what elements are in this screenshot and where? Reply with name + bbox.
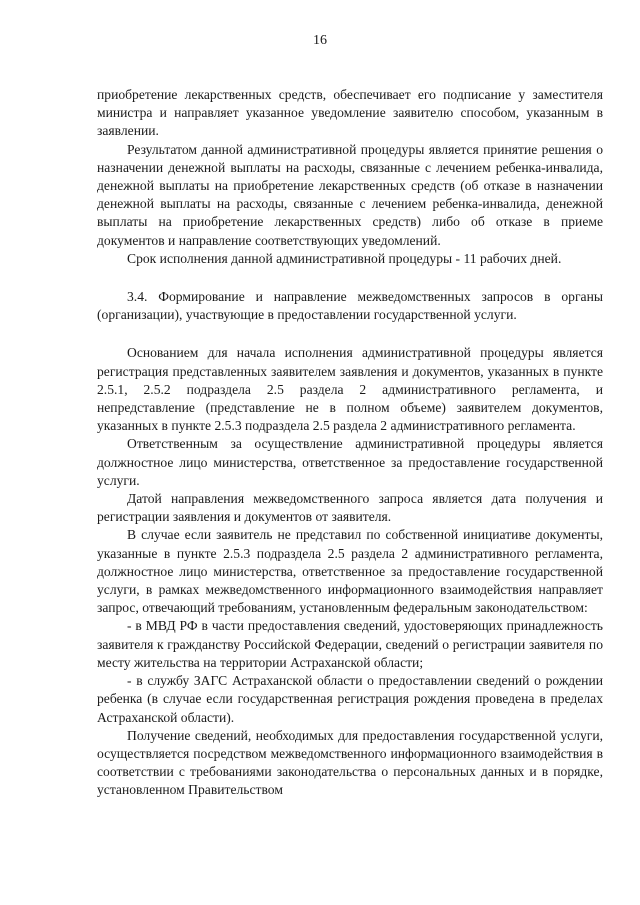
page-number: 16 <box>313 33 327 48</box>
list-item-mvd: - в МВД РФ в части предоставления сведений, удостоверяющих принадлежность заявителя к гражданству Российской Федерации, сведений о регистрации заявителя по месту жительства на территории Астраханской области; <box>97 618 603 670</box>
paragraph-result: Результатом данной административной процедуры является принятие решения о назначении денежной выплаты на расходы, связанные с лечением ребенка-инвалида, денежной выплаты на приобретение лекарственных средств (об отказе в назначении денежной выплаты на расходы, связанные с лечением ребенка-инвалида, денежной выплаты на приобретение лекарственных средств) либо об отказе в приеме документов и направление соответствующих уведомлений. <box>97 141 603 248</box>
list-item-zags: - в службу ЗАГС Астраханской области о предоставлении сведений о рождении ребенка (в случае если государственная регистрация рождения проведена в пределах Астраханской области). <box>97 673 603 725</box>
paragraph-data-exchange: Получение сведений, необходимых для предоставления государственной услуги, осуществляется посредством межведомственного информационного взаимодействия в соответствии с требованиями законодательства о персональных данных и в порядке, установленном Правительством <box>97 727 603 798</box>
paragraph-request-case: В случае если заявитель не представил по собственной инициативе документы, указанные в пункте 2.5.3 подраздела 2.5 раздела 2 административного регламента, должностное лицо министерства, ответственное за предоставление государственной услуги, в рамках межведомственного информационного взаимодействия направляет запрос, отвечающий требованиям, установленным федеральным законодательством: <box>97 527 603 616</box>
paragraph-continuation: приобретение лекарственных средств, обеспечивает его подписание у заместителя министра и направляет указанное уведомление заявителю способом, указанным в заявлении. <box>97 87 603 139</box>
document-body <box>97 86 603 800</box>
paragraph-responsible: Ответственным за осуществление административной процедуры является должностное лицо министерства, ответственное за предоставление государственной услуги. <box>97 436 603 488</box>
paragraph-grounds: Основанием для начала исполнения административной процедуры является регистрация представленных заявителем заявления и документов, указанных в пункте 2.5.1, 2.5.2 подраздела 2.5 раздела 2 административного регламента, и непредставление (представление не в полном объеме) заявителем документов, указанных в пункте 2.5.3 подраздела 2.5 раздела 2 административного регламента. <box>97 345 603 434</box>
section-heading-3-4: 3.4. Формирование и направление межведомственных запросов в органы (организации), участвующие в предоставлении государственной услуги. <box>97 289 603 323</box>
paragraph-deadline: Срок исполнения данной административной процедуры - 11 рабочих дней. <box>127 250 562 266</box>
paragraph-request-date: Датой направления межведомственного запроса является дата получения и регистрации заявления и документов от заявителя. <box>97 491 603 525</box>
